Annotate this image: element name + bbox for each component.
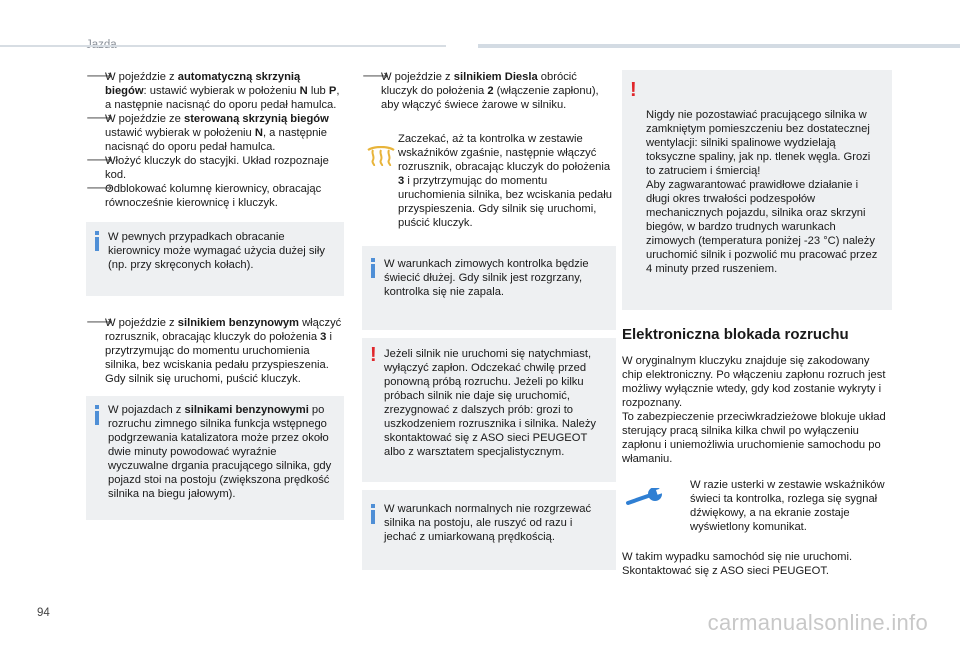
- tip-icon: [371, 258, 375, 280]
- watermark: carmanualsonline.info: [707, 610, 928, 635]
- text-run: W pojeździe z: [381, 71, 454, 83]
- arrow-bullet-icon: 🡒: [86, 155, 113, 166]
- list-item-text: [105, 112, 344, 154]
- column-middle: [362, 70, 616, 570]
- text-run: i przytrzymując do momentu uruchomienia silnika, bez wciskania pedału przyspieszenia. Gdy silnik się uruchomi, puścić kluczyk.: [105, 331, 332, 385]
- tip-box-winter: [362, 246, 616, 330]
- petrol-step-list: [86, 316, 344, 386]
- glow-plug-icon: [366, 146, 396, 166]
- tip-box-catalyst: [86, 396, 344, 520]
- text-run: lub: [307, 85, 329, 97]
- text-run: obrócić kluczyk do położenia: [381, 71, 577, 97]
- start-steps-list: [86, 70, 344, 210]
- text-bold: N: [254, 127, 263, 139]
- arrow-bullet-icon: 🡒: [362, 71, 389, 82]
- header-rule-left: [0, 45, 446, 47]
- wrench-icon: [624, 488, 668, 508]
- page-number: 94: [37, 607, 50, 619]
- text-run: W pojazdach z: [108, 404, 185, 416]
- list-item-text: Włożyć kluczyk do stacyjki. Układ rozpoznaje kod.: [105, 155, 329, 181]
- text-bold: N: [299, 85, 308, 97]
- glow-note-text: [398, 132, 616, 230]
- column-left: [86, 70, 344, 520]
- warning-box-start-failure: [362, 338, 616, 482]
- text-bold: P: [328, 85, 337, 97]
- key-fault-note: [622, 478, 892, 534]
- warning-exclamation-icon: !: [370, 344, 377, 366]
- warning-text: Jeżeli silnik nie uruchomi się natychmiast, wyłączyć zapłon. Odczekać chwilę przed ponowną próbą rozruchu. Jeżeli po kilku próbach silnik nie daje się uruchomić, zrezygnować z dalszych prób: grozi to uszkodzeniem rozrusznika i silnika. Należy skontaktować się z ASO sieci PEUGEOT albo z warsztatem specjalistycznym.: [384, 348, 597, 458]
- tip-text: W warunkach normalnych nie rozgrzewać silnika na postoju, ale ruszyć od razu i jechać z umiarkowaną prędkością.: [384, 503, 592, 543]
- text-run: , a następnie nacisnąć do oporu pedał hamulca.: [105, 85, 340, 111]
- arrow-bullet-icon: 🡒: [86, 113, 113, 124]
- list-item-text: [105, 70, 344, 112]
- tip-text: W warunkach zimowych kontrolka będzie świecić dłużej. Gdy silnik jest rozgrzany, kontrolka się nie zapala.: [384, 258, 589, 298]
- tip-icon: [95, 231, 99, 253]
- tip-box-steering: [86, 222, 344, 296]
- list-item: [86, 182, 344, 210]
- text-run: Zaczekać, aż ta kontrolka w zestawie wskaźników zgaśnie, następnie włączyć rozrusznik, obracając kluczyk do położenia: [398, 133, 611, 173]
- arrow-bullet-icon: 🡒: [86, 183, 113, 194]
- list-item-text: [381, 70, 616, 112]
- text-run: (włączenie zapłonu), aby włączyć świece żarowe w silniku.: [381, 85, 599, 111]
- text-run: W pojeździe ze: [105, 113, 184, 125]
- text-bold: 3: [320, 331, 327, 343]
- column-right: [622, 70, 892, 578]
- tip-text: [108, 403, 334, 501]
- text-bold: silnikiem Diesla: [453, 71, 538, 83]
- warning-exclamation-icon: !: [630, 79, 637, 101]
- immobiliser-outro: W takim wypadku samochód się nie uruchomi. Skontaktować się z ASO sieci PEUGEOT.: [622, 551, 853, 577]
- text-bold: silnikiem benzynowym: [177, 317, 299, 329]
- text-run: i przytrzymując do momentu uruchomienia silnika, bez wciskania pedału przyspieszenia. Gdy silnik się uruchomi, puścić kluczyk.: [398, 175, 612, 229]
- text-bold: sterowaną skrzynią biegów: [183, 113, 329, 125]
- text-run: , a następnie nacisnąć do oporu pedał hamulca.: [105, 127, 328, 153]
- text-run: : ustawić wybierak w położeniu: [143, 85, 300, 97]
- list-item: [86, 112, 344, 154]
- tip-text: W pewnych przypadkach obracanie kierownicy może wymagać użycia dużej siły (np. przy skręconych kołach).: [108, 231, 325, 271]
- text-run: włączyć rozrusznik, obracając kluczyk do położenia: [105, 317, 342, 343]
- glow-plug-note: [362, 132, 616, 236]
- header-rule-right: [478, 44, 960, 48]
- list-item-text: Odblokować kolumnę kierownicy, obracając równocześnie kierownicę i kluczyk.: [105, 183, 322, 209]
- immobiliser-intro: W oryginalnym kluczyku znajduje się zakodowany chip elektroniczny. Po włączeniu zapłonu rozruch jest możliwy wyłącznie wtedy, gdy kod zostanie wykryty i rozpoznany. To zabezpieczenie przeciwkradzieżowe blokuje układ sterujący pracą silnika kilka chwil po wyłączeniu zapłonu i uniemożliwia uruchomienie samochodu po włamaniu.: [622, 355, 886, 465]
- key-fault-text: W razie usterki w zestawie wskaźników świeci ta kontrolka, rozlega się sygnał dźwiękowy, a na ekranie zostaje wyświetlony komunikat.: [690, 479, 885, 533]
- text-bold: 3: [398, 175, 405, 187]
- section-heading: Elektroniczna blokada rozruchu: [622, 326, 849, 343]
- text-bold: silnikami benzynowymi: [184, 404, 309, 416]
- list-item: [86, 70, 344, 112]
- list-item: [86, 316, 344, 386]
- list-item-text: [105, 316, 344, 386]
- text-run: W pojeździe z: [105, 71, 178, 83]
- text-run: W pojeździe z: [105, 317, 178, 329]
- list-item: [362, 70, 616, 112]
- warning-box-ventilation: [622, 70, 892, 310]
- text-run: ustawić wybierak w położeniu: [105, 127, 255, 139]
- tip-box-warmup: [362, 490, 616, 570]
- tip-icon: [95, 405, 99, 427]
- arrow-bullet-icon: 🡒: [86, 317, 113, 328]
- text-bold: 2: [487, 85, 494, 97]
- arrow-bullet-icon: 🡒: [86, 71, 113, 82]
- diesel-step-list: [362, 70, 616, 112]
- list-item: [86, 154, 344, 182]
- tip-icon: [371, 504, 375, 526]
- text-bold: automatyczną skrzynią biegów: [105, 71, 301, 97]
- text-run: po rozruchu zimnego silnika funkcja wstępnego podgrzewania katalizatora może przez około dwie minuty powodować wyraźnie wyczuwalne drgania pracującego silnika, gdy pojazd stoi na postoju (zwiększona prędkość silnika na biegu jałowym).: [108, 404, 332, 500]
- warning-text: Nigdy nie pozostawiać pracującego silnika w zamkniętym pomieszczeniu bez dostatecznej wentylacji: silniki spalinowe wydzielają toksyczne spaliny, jak np. tlenek węgla. Grozi to zatruciem i śmiercią! Aby zagwarantować prawidłowe działanie i długi okres trwałości podzespołów mechanicznych pojazdu, silnika oraz skrzyni biegów, w bardzo trudnych warunkach zimowych (temperatura poniżej -23 °C) należy uruchomić silnik i pozwolić mu pracować przez 4 minuty przed ruszeniem.: [646, 109, 878, 275]
